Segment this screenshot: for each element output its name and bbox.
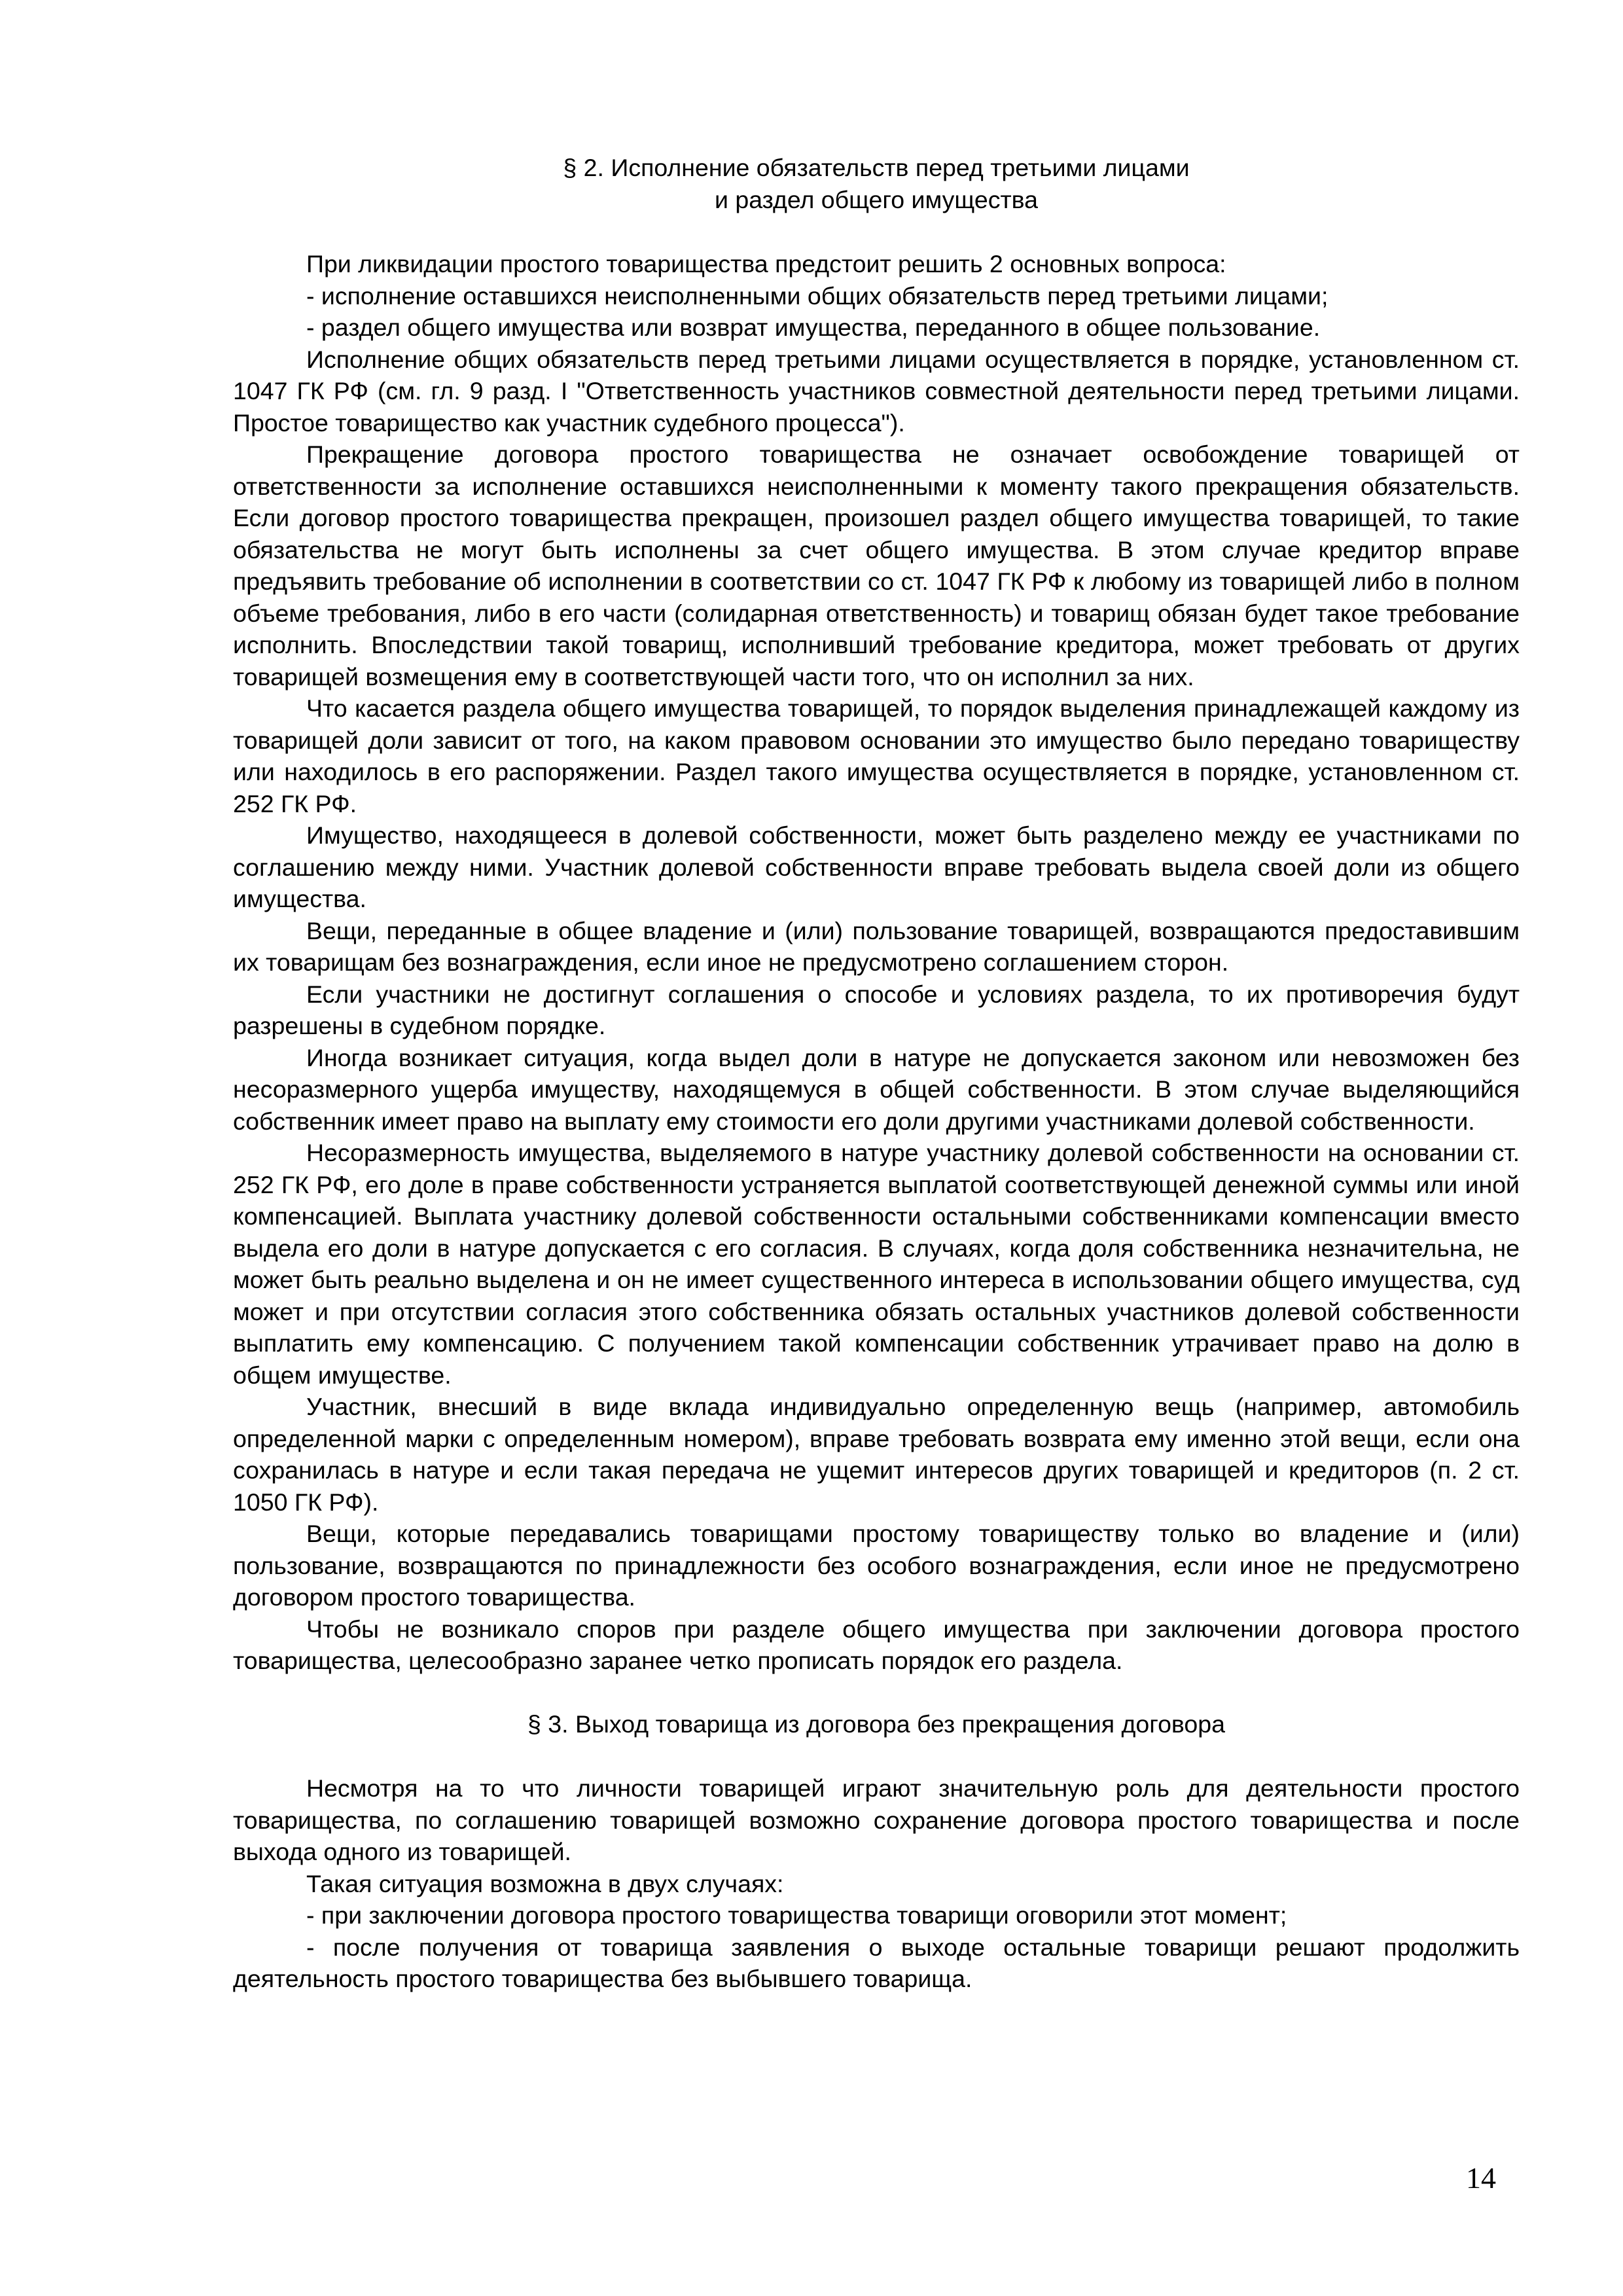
section-2-title-line-2: и раздел общего имущества [714,185,1039,213]
paragraph: Несмотря на то что личности товарищей играют значительную роль для деятельности простого товарищества, по соглашению товарищей возможно сохранение договора простого товарищества и после выхода одного из товарищей. [233,1774,1520,1865]
section-3-list-item-2: - после получения от товарища заявления о выходе остальные товарищи решают продолжить деятельность простого товарищества без выбывшего товарища. [233,1933,1520,1992]
paragraph: Если участники не достигнут соглашения о способе и условиях раздела, то их противоречия будут разрешены в судебном порядке. [233,980,1520,1039]
paragraph: Такая ситуация возможна в двух случаях: [306,1869,784,1897]
paragraph: Прекращение договора простого товарищества не означает освобождение товарищей от ответственности за исполнение оставшихся неисполненными к моменту такого прекращения обязательств. Если договор простого товарищества прекращен, произошел раздел общего имущества товарищей, то такие обязательства не могут быть исполнены за счет общего имущества. В этом случае кредитор вправе предъявить требование об исполнении в соответствии со ст. 1047 ГК РФ к любому из товарищей либо в полном объеме требования, либо в его части (солидарная ответственность) и товарищ обязан будет такое требование исполнить. Впоследствии такой товарищ, исполнивший требование кредитора, может требовать от других товарищей возмещения ему в соответствующей части того, что он исполнил за них. [233,440,1520,691]
paragraph: Участник, внесший в виде вклада индивидуально определенную вещь (например, автомобиль определенной марки с определенным номером), вправе требовать возврата ему именно этой вещи, если она сохранилась в натуре и если такая передача не ущемит интересов других товарищей и кредиторов (п. 2 ст. 1050 ГК РФ). [233,1393,1520,1516]
page-number: 14 [1466,2161,1496,2195]
section-3-heading: § 3. Выход товарища из договора без прекращения договора [527,1710,1225,1738]
section-2-heading [233,152,1520,215]
paragraph: Исполнение общих обязательств перед третьими лицами осуществляется в порядке, установленном ст. 1047 ГК РФ (см. гл. 9 разд. I "Ответственность участников совместной деятельности перед третьими лицами. Простое товарищество как участник судебного процесса"). [233,345,1520,437]
paragraph: Что касается раздела общего имущества товарищей, то порядок выделения принадлежащей каждому из товарищей доли зависит от того, на каком правовом основании это имущество было передано товариществу или находилось в его распоряжении. Раздел такого имущества осуществляется в порядке, установленном ст. 252 ГК РФ. [233,694,1520,817]
paragraph: Несоразмерность имущества, выделяемого в натуре участнику долевой собственности на основании ст. 252 ГК РФ, его доле в праве собственности устраняется выплатой соответствующей денежной суммы или иной компенсацией. Выплата участнику долевой собственности остальными собственниками компенсации вместо выдела его доли в натуре допускается с его согласия. В случаях, когда доля собственника незначительна, не может быть реально выделена и он не имеет существенного интереса в использовании общего имущества, суд может и при отсутствии согласия этого собственника обязать остальных участников долевой собственности выплатить ему компенсацию. С получением такой компенсации собственник утрачивает право на долю в общем имуществе. [233,1139,1520,1389]
section-2-title-line-1: § 2. Исполнение обязательств перед третьими лицами [563,154,1190,181]
section-3-list-item-1: - при заключении договора простого товарищества товарищи оговорили этот момент; [306,1901,1287,1929]
paragraph: Чтобы не возникало споров при разделе общего имущества при заключении договора простого товарищества, целесообразно заранее четко прописать порядок его раздела. [233,1615,1520,1674]
paragraph: Иногда возникает ситуация, когда выдел доли в натуре не допускается законом или невозможен без несоразмерного ущерба имуществу, находящемуся в общей собственности. В этом случае выделяющийся собственник имеет право на выплату ему стоимости его доли другими участниками долевой собственности. [233,1043,1520,1135]
paragraph: Вещи, которые передавались товарищами простому товариществу только во владение и (или) пользование, возвращаются по принадлежности без особого вознаграждения, если иное не предусмотрено договором простого товарищества. [233,1520,1520,1611]
page-content [233,152,1520,1995]
paragraph: Имущество, находящееся в долевой собственности, может быть разделено между ее участниками по соглашению между ними. Участник долевой собственности вправе требовать выдела своей доли из общего имущества. [233,821,1520,912]
section-2-list-item-1: - исполнение оставшихся неисполненными общих обязательств перед третьими лицами; [306,281,1329,310]
section-2-intro: При ликвидации простого товарищества предстоит решить 2 основных вопроса: [306,250,1226,278]
section-2-list-item-2: - раздел общего имущества или возврат имущества, переданного в общее пользование. [306,314,1321,341]
paragraph: Вещи, переданные в общее владение и (или) пользование товарищей, возвращаются предоставившим их товарищам без вознаграждения, если иное не предусмотрено соглашением сторон. [233,916,1520,976]
